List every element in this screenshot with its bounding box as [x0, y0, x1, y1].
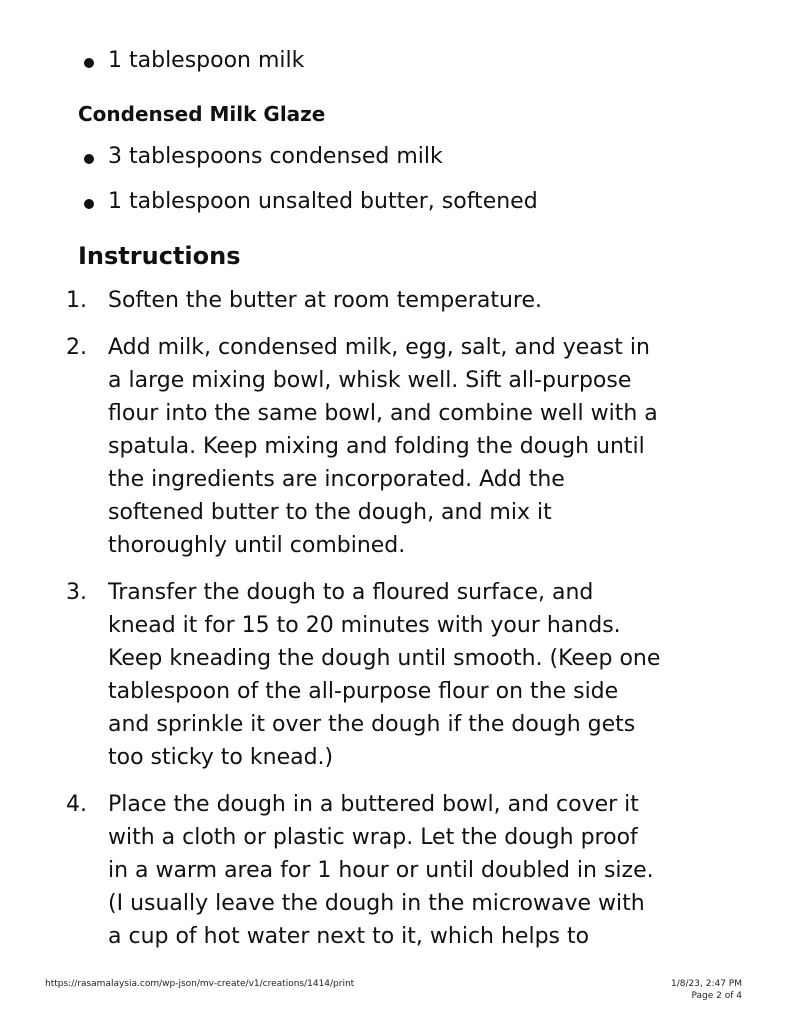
- step-number: 2.: [66, 335, 87, 360]
- step-text-line: in a warm area for 1 hour or until doubled in size.: [108, 858, 654, 883]
- ingredient-item: [84, 142, 538, 172]
- step-text-line: thoroughly until combined.: [108, 533, 406, 558]
- bullet-icon: [84, 199, 94, 209]
- step-text-line: Soften the butter at room temperature.: [108, 288, 542, 313]
- instruction-steps: [66, 284, 746, 967]
- step-text-line: a large mixing bowl, whisk well. Sift all-purpose: [108, 368, 632, 393]
- step-text-line: tablespoon of the all-purpose flour on the side: [108, 679, 619, 704]
- ingredient-text: 1 tablespoon unsalted butter, softened: [108, 189, 538, 214]
- step-text-line: too sticky to knead.): [108, 745, 334, 770]
- step-text-line: softened butter to the dough, and mix it: [108, 500, 552, 525]
- glaze-heading: Condensed Milk Glaze: [78, 102, 326, 126]
- step-text-line: with a cloth or plastic wrap. Let the dough proof: [108, 825, 638, 850]
- step-text-line: knead it for 15 to 20 minutes with your hands.: [108, 613, 621, 638]
- step-text-line: a cup of hot water next to it, which helps to: [108, 924, 590, 949]
- step-text-line: flour into the same bowl, and combine well with a: [108, 401, 658, 426]
- footer-url: https://rasamalaysia.com/wp-json/mv-create/v1/creations/1414/print: [45, 979, 355, 989]
- footer-meta: [671, 978, 742, 1002]
- print-datetime: 1/8/23, 2:47 PM: [671, 979, 742, 989]
- ingredient-item: [84, 187, 538, 217]
- ingredient-list-continued: [84, 46, 304, 76]
- step-number: 4.: [66, 792, 87, 817]
- ingredient-item: [84, 46, 304, 76]
- step-text-line: Add milk, condensed milk, egg, salt, and yeast in: [108, 335, 650, 360]
- instruction-step: [66, 284, 746, 317]
- instruction-step: [66, 788, 746, 953]
- glaze-ingredient-list: [84, 142, 538, 232]
- step-text-line: and sprinkle it over the dough if the dough gets: [108, 712, 636, 737]
- bullet-icon: [84, 58, 94, 68]
- step-text-line: Keep kneading the dough until smooth. (Keep one: [108, 646, 661, 671]
- ingredient-text: 1 tablespoon milk: [108, 48, 305, 73]
- step-number: 3.: [66, 580, 87, 605]
- step-text-line: the ingredients are incorporated. Add the: [108, 467, 565, 492]
- step-text-line: (I usually leave the dough in the microwave with: [108, 891, 645, 916]
- ingredient-text: 3 tablespoons condensed milk: [108, 144, 443, 169]
- instruction-step: [66, 576, 746, 774]
- instructions-heading: Instructions: [78, 242, 241, 270]
- step-number: 1.: [66, 288, 87, 313]
- bullet-icon: [84, 154, 94, 164]
- step-text-line: Transfer the dough to a floured surface, and: [108, 580, 594, 605]
- instruction-step: [66, 331, 746, 562]
- page-number: Page 2 of 4: [691, 991, 742, 1001]
- step-text-line: Place the dough in a buttered bowl, and cover it: [108, 792, 639, 817]
- step-text-line: spatula. Keep mixing and folding the dough until: [108, 434, 645, 459]
